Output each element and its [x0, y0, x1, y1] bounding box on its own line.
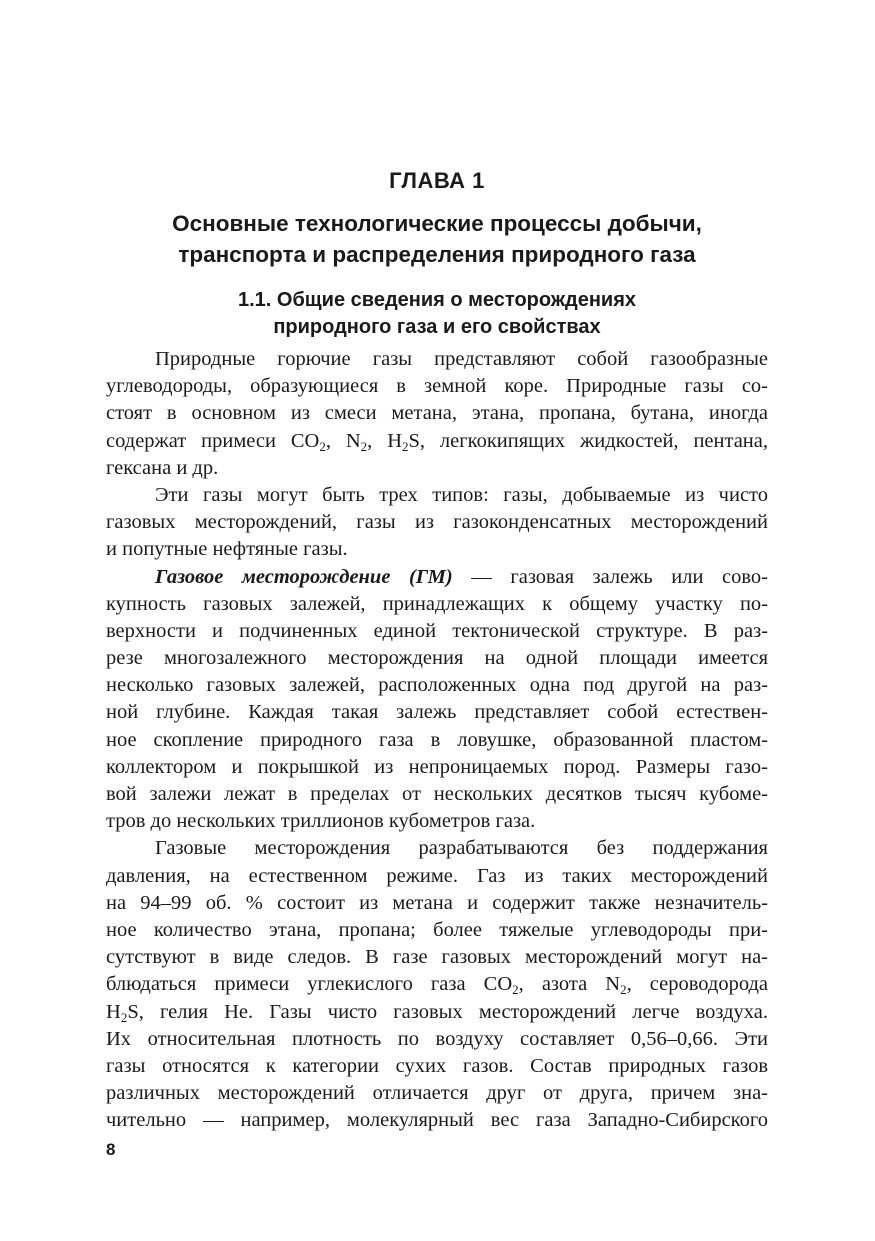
subscript: 2 — [512, 982, 519, 998]
text-line: сутствуют в виде следов. В газе газовых месторождений могут на- — [106, 946, 768, 969]
text-segment: блюдаться примеси углекислого газа CO — [106, 973, 513, 996]
text-segment: — газовая залежь или сово- — [452, 565, 768, 588]
paragraph-4 — [106, 835, 768, 1134]
chapter-title-line: Основные технологические процессы добычи, — [172, 211, 702, 236]
paragraph-3 — [106, 564, 768, 836]
text-line: ной глубине. Каждая такая залежь представляет собой естествен- — [106, 701, 768, 724]
text-line: чительно — например, молекулярный вес газа Западно-Сибирского — [106, 1109, 768, 1132]
text-segment: H — [106, 1000, 121, 1023]
text-line: давления, на естественном режиме. Газ из таких месторождений — [106, 864, 768, 887]
chapter-label: ГЛАВА 1 — [389, 168, 485, 193]
text-line: коллектором и покрышкой из непроницаемых пород. Размеры газо- — [106, 755, 768, 778]
text-line: несколько газовых залежей, расположенных одна под другой на раз- — [106, 674, 768, 697]
text-line: верхности и подчиненных единой тектонической структуре. В раз- — [106, 619, 768, 642]
section-title-line: 1.1. Общие сведения о месторождениях — [237, 289, 636, 311]
text-line: тров до нескольких триллионов кубометров газа. — [106, 810, 536, 833]
subscript: 2 — [620, 982, 627, 998]
text-line: Природные горючие газы представляют собой газообразные — [155, 348, 768, 370]
body-text — [106, 346, 768, 1134]
page-number: 8 — [106, 1140, 116, 1159]
text-line: газы относятся к категории сухих газов. Состав природных газов — [106, 1054, 768, 1077]
subscript: 2 — [319, 438, 326, 454]
text-segment: , сероводорода — [626, 973, 769, 996]
text-line: стоят в основном из смеси метана, этана, пропана, бутана, иногда — [106, 402, 768, 425]
section-title-line: природного газа и его свойствах — [273, 316, 601, 338]
text-line: Газовые месторождения разрабатываются без поддержания — [155, 837, 768, 860]
text-line: ное количество этана, пропана; более тяжелые углеводороды при- — [106, 918, 768, 941]
subscript: 2 — [360, 438, 368, 454]
text-line: гексана и др. — [106, 456, 219, 479]
text-line — [106, 999, 768, 1026]
text-line — [106, 564, 768, 591]
text-line: ное скопление природного газа в ловушке, образованной пластом- — [106, 728, 768, 751]
chapter-title — [106, 208, 768, 270]
text-segment: S, гелия He. Газы чисто газовых месторождений легче воздуха. — [127, 1000, 768, 1023]
subscript: 2 — [402, 438, 409, 454]
text-line: газовых месторождений, газы из газоконденсатных месторождений — [106, 511, 768, 534]
text-line: вой залежи лежат в пределах от нескольких десятков тысяч кубоме- — [106, 783, 768, 805]
text-segment: , N — [325, 429, 361, 452]
text-segment: S, легкокипящих жидкостей, пентана, — [408, 429, 768, 452]
chapter-title-line: транспорта и распределения природного газа — [178, 242, 696, 267]
text-line: Их относительная плотность по воздуху составляет 0,56–0,66. Эти — [106, 1027, 768, 1050]
text-line — [106, 971, 768, 998]
text-line: различных месторождений отличается друг от друга, причем зна- — [106, 1082, 768, 1105]
text-segment: , H — [367, 429, 402, 452]
text-line: на 94–99 об. % состоит из метана и содержит также незначитель- — [106, 891, 768, 914]
text-line: купность газовых залежей, принадлежащих к общему участку по- — [106, 592, 768, 615]
text-segment: содержат примеси CO — [106, 429, 320, 452]
text-segment: , азота N — [518, 973, 621, 996]
text-line: Эти газы могут быть трех типов: газы, добываемые из чисто — [155, 483, 768, 506]
text-line: и попутные нефтяные газы. — [106, 538, 348, 561]
text-line: резе многозалежного месторождения на одной площади имеется — [106, 647, 768, 670]
section-title — [106, 287, 768, 341]
document-page — [106, 0, 768, 1241]
text-line — [106, 428, 768, 455]
paragraph-2 — [106, 482, 768, 564]
defined-term: Газовое месторождение (ГМ) — [155, 565, 453, 588]
subscript: 2 — [120, 1009, 128, 1025]
paragraph-1 — [106, 346, 768, 482]
text-line: углеводороды, образующиеся в земной коре. Природные газы со- — [106, 375, 768, 398]
